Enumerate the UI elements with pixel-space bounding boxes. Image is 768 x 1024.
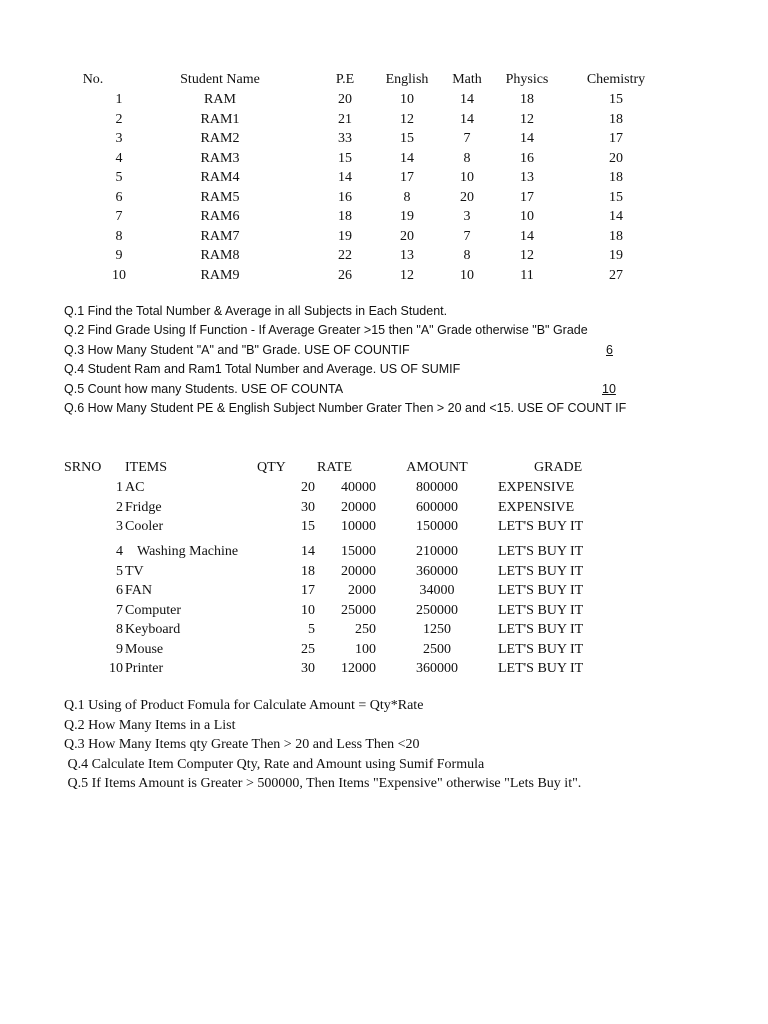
cell-srno: 7 bbox=[116, 602, 123, 618]
cell-student-name: RAM6 bbox=[200, 209, 240, 224]
cell-math: 14 bbox=[460, 111, 474, 127]
cell-item: Mouse bbox=[125, 641, 164, 657]
cell-physics: 18 bbox=[520, 92, 534, 107]
question-2-2: Q.2 How Many Items in a List bbox=[64, 718, 236, 733]
cell-amount: 34000 bbox=[419, 583, 455, 598]
cell-qty: 5 bbox=[308, 622, 315, 637]
cell-rate: 100 bbox=[355, 641, 376, 657]
cell-amount: 210000 bbox=[416, 544, 458, 559]
cell-amount: 600000 bbox=[416, 499, 458, 515]
question-2-1: Q.1 Using of Product Fomula for Calculate Amount = Qty*Rate bbox=[64, 698, 424, 713]
cell-student-name: RAM bbox=[204, 92, 236, 107]
cell-qty: 18 bbox=[301, 563, 315, 579]
cell-pe: 20 bbox=[338, 92, 352, 107]
cell-chemistry: 14 bbox=[609, 209, 623, 224]
cell-grade: LET'S BUY IT bbox=[498, 641, 584, 657]
cell-math: 7 bbox=[463, 228, 471, 244]
cell-pe: 14 bbox=[338, 170, 352, 185]
col-header-english: English bbox=[385, 72, 429, 87]
cell-chemistry: 18 bbox=[609, 111, 623, 127]
cell-physics: 12 bbox=[520, 248, 534, 263]
cell-pe: 33 bbox=[338, 131, 352, 146]
answer-q5: 10 bbox=[602, 382, 616, 396]
cell-rate: 40000 bbox=[341, 480, 376, 495]
col-header-chemistry: Chemistry bbox=[586, 72, 646, 87]
answer-q3: 6 bbox=[606, 343, 613, 357]
cell-no: 7 bbox=[115, 209, 123, 224]
cell-student-name: RAM9 bbox=[200, 267, 240, 283]
cell-qty: 30 bbox=[301, 499, 315, 515]
cell-physics: 14 bbox=[520, 131, 534, 146]
cell-no: 5 bbox=[115, 170, 123, 185]
cell-no: 6 bbox=[115, 189, 123, 205]
cell-math: 14 bbox=[460, 92, 474, 107]
cell-rate: 25000 bbox=[341, 602, 376, 618]
cell-qty: 17 bbox=[301, 583, 315, 598]
cell-srno: 2 bbox=[116, 499, 123, 515]
cell-chemistry: 20 bbox=[609, 150, 623, 166]
cell-item: Computer bbox=[125, 602, 181, 618]
cell-grade: LET'S BUY IT bbox=[498, 583, 584, 598]
cell-amount: 360000 bbox=[416, 661, 458, 676]
cell-rate: 20000 bbox=[341, 563, 376, 579]
cell-qty: 15 bbox=[301, 519, 315, 534]
cell-srno: 6 bbox=[116, 583, 123, 598]
cell-chemistry: 17 bbox=[609, 131, 623, 146]
cell-physics: 17 bbox=[520, 189, 534, 205]
cell-rate: 250 bbox=[355, 622, 376, 637]
cell-chemistry: 15 bbox=[609, 92, 623, 107]
col-header-physics: Physics bbox=[505, 72, 549, 87]
question-2-5: Q.5 If Items Amount is Greater > 500000, Then Items "Expensive" otherwise "Lets Buy it". bbox=[64, 776, 582, 791]
cell-srno: 3 bbox=[116, 519, 123, 534]
cell-qty: 20 bbox=[301, 480, 315, 495]
cell-pe: 15 bbox=[338, 150, 352, 166]
cell-item: AC bbox=[125, 480, 145, 495]
cell-no: 10 bbox=[112, 267, 126, 283]
cell-student-name: RAM3 bbox=[200, 150, 240, 166]
cell-item: Printer bbox=[125, 661, 164, 676]
cell-qty: 10 bbox=[301, 602, 315, 618]
col-header-qty: QTY bbox=[257, 460, 286, 475]
cell-pe: 21 bbox=[338, 111, 352, 127]
cell-physics: 12 bbox=[520, 111, 534, 127]
cell-english: 17 bbox=[400, 170, 414, 185]
question-2-4: Q.4 Calculate Item Computer Qty, Rate and Amount using Sumif Formula bbox=[64, 757, 485, 772]
cell-chemistry: 27 bbox=[609, 267, 623, 283]
cell-physics: 14 bbox=[520, 228, 534, 244]
cell-physics: 16 bbox=[520, 150, 534, 166]
cell-chemistry: 19 bbox=[609, 248, 623, 263]
cell-grade: LET'S BUY IT bbox=[498, 661, 584, 676]
cell-math: 3 bbox=[463, 209, 471, 224]
question-6: Q.6 How Many Student PE & English Subject Number Grater Then > 20 and <15. USE OF COUNT IF bbox=[64, 401, 627, 415]
cell-english: 14 bbox=[400, 150, 414, 166]
col-header-rate: RATE bbox=[317, 460, 352, 475]
cell-item: Washing Machine bbox=[137, 544, 239, 559]
cell-english: 13 bbox=[400, 248, 414, 263]
col-header-pe: P.E bbox=[335, 72, 355, 87]
cell-pe: 18 bbox=[338, 209, 352, 224]
cell-math: 8 bbox=[463, 150, 471, 166]
cell-item: Fridge bbox=[125, 499, 162, 515]
cell-english: 15 bbox=[400, 131, 414, 146]
cell-grade: EXPENSIVE bbox=[498, 499, 575, 515]
cell-qty: 25 bbox=[301, 641, 315, 657]
cell-english: 12 bbox=[400, 267, 414, 283]
cell-amount: 150000 bbox=[416, 519, 458, 534]
cell-english: 19 bbox=[400, 209, 414, 224]
cell-chemistry: 18 bbox=[609, 170, 623, 185]
question-2-3: Q.3 How Many Items qty Greate Then > 20 and Less Then <20 bbox=[64, 737, 420, 752]
cell-item: FAN bbox=[125, 583, 152, 598]
cell-pe: 22 bbox=[338, 248, 352, 263]
cell-physics: 10 bbox=[520, 209, 534, 224]
cell-item: TV bbox=[125, 563, 144, 579]
cell-no: 8 bbox=[115, 228, 123, 244]
cell-srno: 8 bbox=[116, 622, 123, 637]
cell-student-name: RAM5 bbox=[200, 189, 240, 205]
cell-srno: 4 bbox=[116, 544, 123, 559]
cell-item: Keyboard bbox=[125, 622, 181, 637]
cell-no: 2 bbox=[115, 111, 123, 127]
cell-math: 20 bbox=[460, 189, 474, 205]
cell-grade: LET'S BUY IT bbox=[498, 622, 584, 637]
cell-no: 4 bbox=[115, 150, 123, 166]
cell-math: 8 bbox=[463, 248, 471, 263]
cell-english: 12 bbox=[400, 111, 414, 127]
cell-srno: 9 bbox=[116, 641, 123, 657]
cell-math: 7 bbox=[463, 131, 471, 146]
cell-english: 10 bbox=[400, 92, 414, 107]
cell-grade: EXPENSIVE bbox=[498, 480, 575, 495]
cell-pe: 16 bbox=[338, 189, 352, 205]
cell-grade: LET'S BUY IT bbox=[498, 519, 584, 534]
cell-english: 20 bbox=[400, 228, 414, 244]
cell-amount: 1250 bbox=[423, 622, 451, 637]
cell-rate: 20000 bbox=[341, 499, 376, 515]
cell-rate: 12000 bbox=[341, 661, 376, 676]
col-header-student-name: Student Name bbox=[180, 72, 260, 87]
cell-physics: 11 bbox=[520, 267, 534, 283]
cell-chemistry: 15 bbox=[609, 189, 623, 205]
col-header-amount: AMOUNT bbox=[406, 460, 468, 475]
question-4: Q.4 Student Ram and Ram1 Total Number and Average. US OF SUMIF bbox=[64, 362, 461, 376]
cell-math: 10 bbox=[460, 267, 474, 283]
cell-physics: 13 bbox=[520, 170, 534, 185]
cell-item: Cooler bbox=[125, 519, 164, 534]
cell-srno: 10 bbox=[109, 661, 123, 676]
cell-rate: 15000 bbox=[341, 544, 376, 559]
col-header-srno: SRNO bbox=[64, 460, 102, 475]
cell-srno: 1 bbox=[116, 480, 123, 495]
col-header-no: No. bbox=[82, 72, 104, 87]
col-header-grade: GRADE bbox=[534, 460, 583, 475]
question-5: Q.5 Count how many Students. USE OF COUNTA bbox=[64, 382, 344, 396]
question-3: Q.3 How Many Student "A" and "B" Grade. USE OF COUNTIF bbox=[64, 343, 410, 357]
cell-student-name: RAM7 bbox=[200, 228, 240, 244]
cell-rate: 10000 bbox=[341, 519, 376, 534]
cell-pe: 19 bbox=[338, 228, 352, 244]
col-header-items: ITEMS bbox=[125, 460, 167, 475]
cell-rate: 2000 bbox=[348, 583, 376, 598]
cell-amount: 800000 bbox=[416, 480, 458, 495]
cell-grade: LET'S BUY IT bbox=[498, 563, 584, 579]
cell-amount: 250000 bbox=[416, 602, 458, 618]
cell-student-name: RAM4 bbox=[200, 170, 240, 185]
cell-amount: 2500 bbox=[423, 641, 451, 657]
cell-chemistry: 18 bbox=[609, 228, 623, 244]
cell-grade: LET'S BUY IT bbox=[498, 544, 584, 559]
cell-math: 10 bbox=[460, 170, 474, 185]
question-1: Q.1 Find the Total Number & Average in all Subjects in Each Student. bbox=[64, 304, 448, 318]
cell-pe: 26 bbox=[338, 267, 352, 283]
cell-english: 8 bbox=[403, 189, 411, 205]
cell-student-name: RAM1 bbox=[200, 111, 240, 127]
cell-no: 9 bbox=[115, 248, 123, 263]
cell-grade: LET'S BUY IT bbox=[498, 602, 584, 618]
cell-no: 3 bbox=[115, 131, 123, 146]
cell-no: 1 bbox=[115, 92, 123, 107]
cell-student-name: RAM8 bbox=[200, 248, 240, 263]
question-2: Q.2 Find Grade Using If Function - If Average Greater >15 then "A" Grade otherwise "B" Grade bbox=[64, 323, 588, 337]
col-header-math: Math bbox=[452, 72, 482, 87]
cell-student-name: RAM2 bbox=[200, 131, 240, 146]
cell-qty: 30 bbox=[301, 661, 315, 676]
cell-qty: 14 bbox=[301, 544, 315, 559]
cell-srno: 5 bbox=[116, 563, 123, 579]
cell-amount: 360000 bbox=[416, 563, 458, 579]
